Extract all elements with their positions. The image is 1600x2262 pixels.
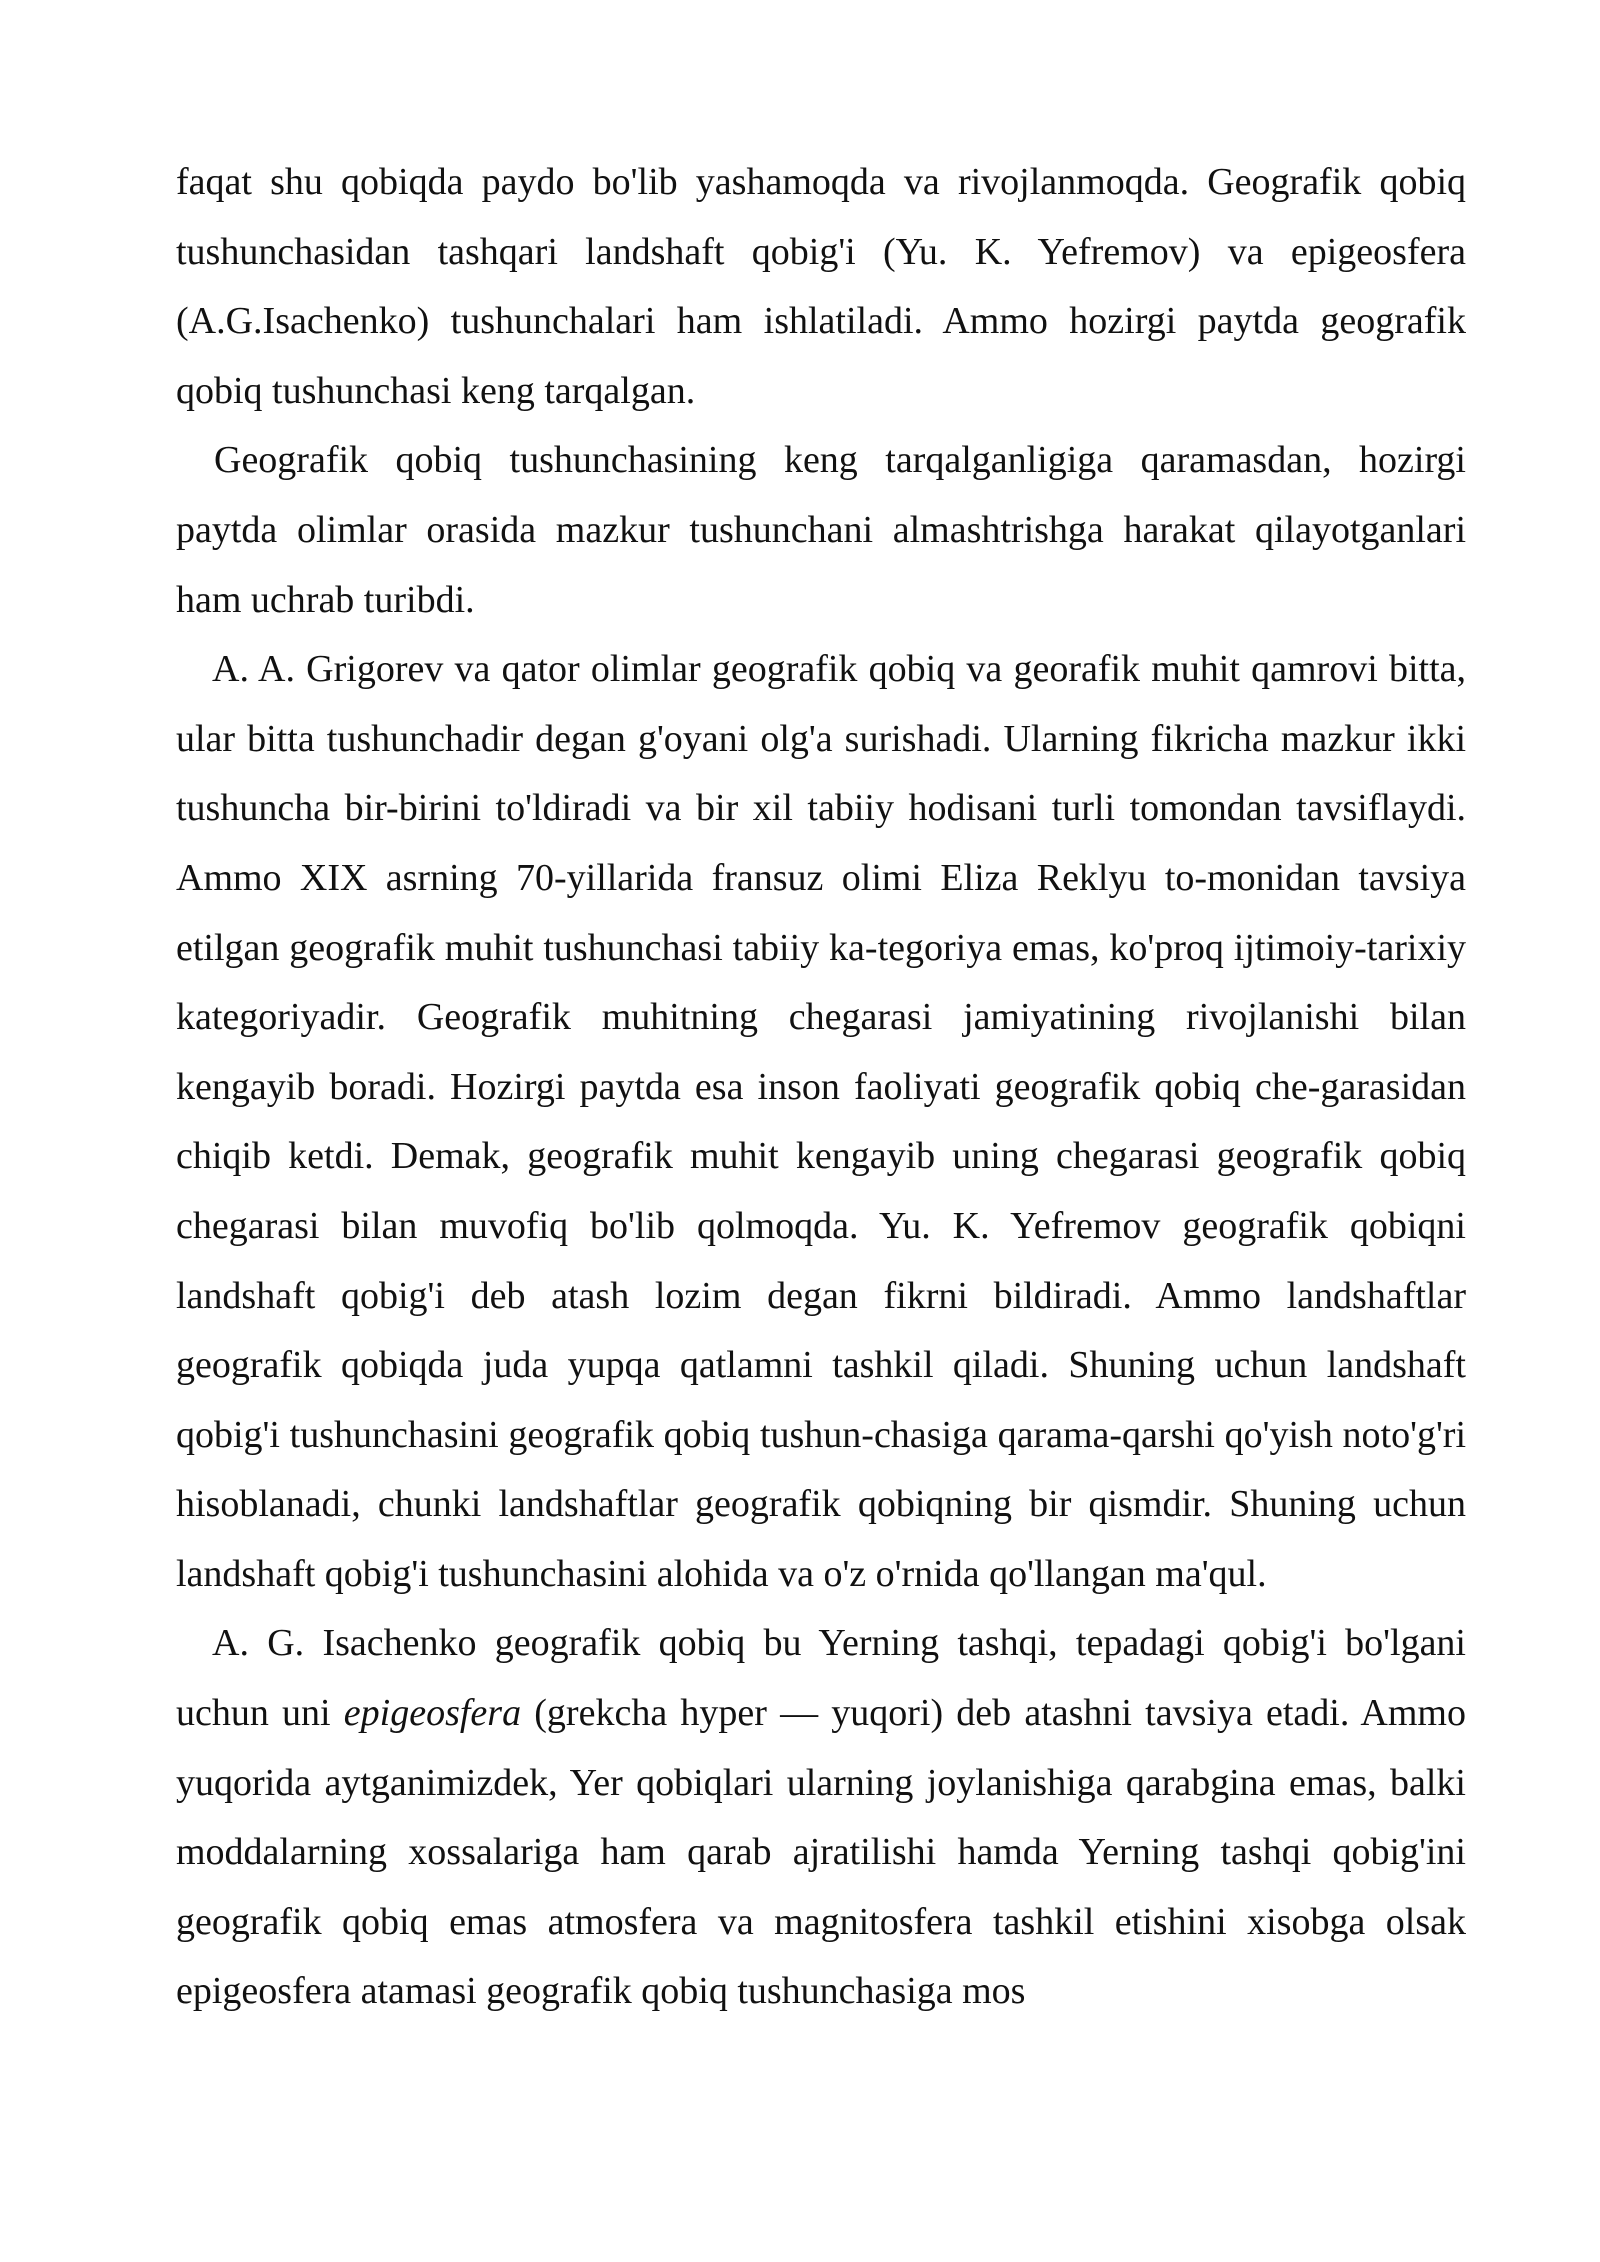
paragraph-1: faqat shu qobiqda paydo bo'lib yashamoqda va rivojlanmoqda. Geografik qobiq tushunchasidan tashqari landshaft qobig'i (Yu. K. Yefremov) va epigeosfera (A.G.Isachenko) tushunchalari ham ishlatiladi. Ammo hozirgi paytda geografik qobiq tushunchasi keng tarqalgan.	[176, 161, 1466, 412]
paragraph-2: Geografik qobiq tushunchasining keng tarqalganligiga qaramasdan, hozirgi paytda olimlar orasida mazkur tushunchani almashtrishga harakat qilayotganlari ham uchrab turibdi.	[176, 439, 1466, 621]
paragraph-4-italic-term: epigeosfera	[343, 1692, 522, 1735]
paragraph-4	[176, 1609, 1466, 2027]
paragraph-3: A. A. Grigorev va qator olimlar geografik qobiq va georafik muhit qamrovi bitta, ular bitta tushunchadir degan g'oyani olg'a surishadi. Ularning fikricha mazkur ikki tushuncha bir-birini to'ldiradi va bir xil tabiiy hodisani turli tomondan tavsiflaydi. Ammo XIX asrning 70-yillarida fransuz olimi Eliza Reklyu to-monidan tavsiya etilgan geografik muhit tushunchasi tabiiy ka-tegoriya emas, ko'proq ijtimoiy-tarixiy kategoriyadir. Geografik muhitning chegarasi jamiyatining rivojlanishi bilan kengayib boradi. Hozirgi paytda esa inson faoliyati geografik qobiq che-garasidan chiqib ketdi. Demak, geografik muhit kengayib uning chegarasi geografik qobiq chegarasi bilan muvofiq bo'lib qolmoqda. Yu. K. Yefremov geografik qobiqni landshaft qobig'i deb atash lozim degan fikrni bildiradi. Ammo landshaftlar geografik qobiqda juda yupqa qatlamni tashkil qiladi. Shuning uchun landshaft qobig'i tushunchasini geografik qobiq tushun-chasiga qarama-qarshi qo'yish noto'g'ri hisoblanadi, chunki landshaftlar geografik qobiqning bir qismdir. Shuning uchun landshaft qobig'i tushunchasini alohida va o'z o'rnida qo'llangan ma'qul.	[176, 648, 1466, 1595]
paragraph-4-text-end: (grekcha hyper — yuqori) deb atashni tavsiya etadi. Ammo yuqorida aytganimizdek, Yer qobiqlari ularning joylanishiga qarabgina emas, balki moddalarning xossalariga ham qarab ajratilishi hamda Yerning tashqi qobig'ini geografik qobiq emas atmosfera va magnitosfera tashkil etishini xisobga olsak epigeosfera atamasi geografik qobiq tushunchasiga mos	[176, 1692, 1466, 2013]
paragraph-4-text-start: A. G. Isachenko geografik qobiq bu Yerning tashqi, tepadagi qobig'i bo'lgani uchun uni	[176, 1622, 1466, 1735]
body-text	[176, 148, 1466, 2027]
